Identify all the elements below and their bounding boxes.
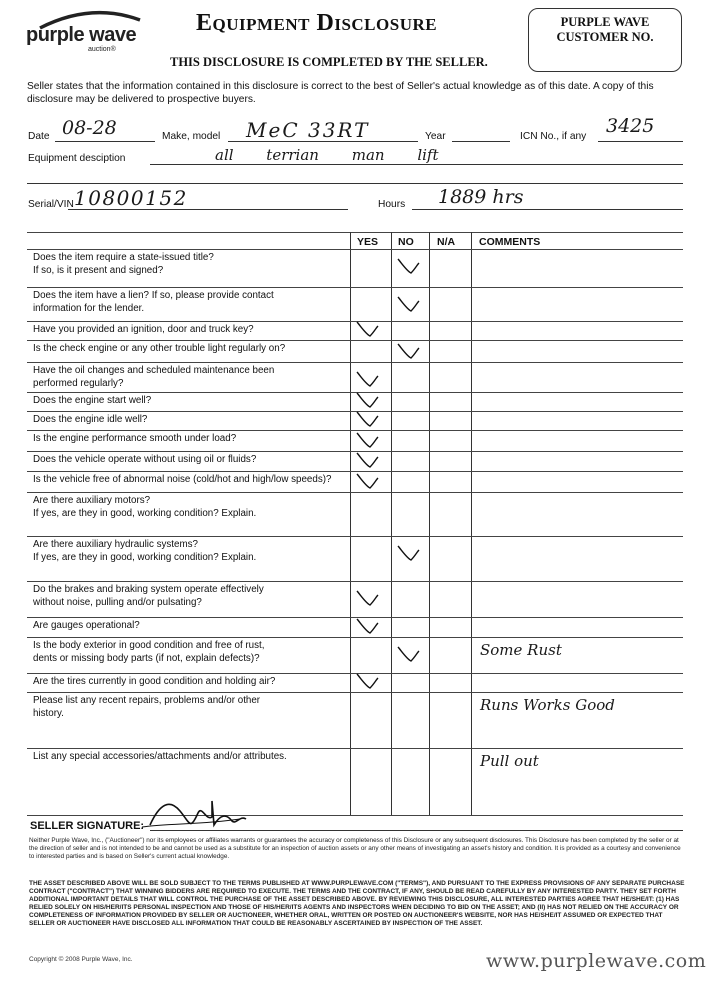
make-value[interactable]: MeC 33RT xyxy=(246,118,370,142)
description-value[interactable]: all terrian man lift xyxy=(215,146,439,164)
row-divider xyxy=(27,815,683,816)
seller-signature-label: SELLER SIGNATURE: xyxy=(30,820,145,832)
checkmark-no-15[interactable] xyxy=(395,643,431,667)
page-title: Equipment Disclosure xyxy=(196,10,438,36)
icn-label: ICN No., if any xyxy=(520,131,587,142)
terms-text: THE ASSET DESCRIBED ABOVE WILL BE SOLD SUBJECT TO THE TERMS PUBLISHED AT WWW.PURPLEWAVE.COM ("TERMS"), AND PURSUANT TO THE EXPRESS PROVISIONS OF ANY SEPARATE PURCHASE CONTRACT ("CONTRACT") THAT WINNING BIDDERS ARE REQUIRED TO EXECUTE. THE TERMS AND THE CONTRACT, IF ANY, SHOULD BE READ CAREFULLY BY ANY INTERESTED PARTY. THEY SET FORTH ADDITIONAL IMPORTANT DETAILS THAT WILL CONTROL THE PURCHASE OF THE ASSET DESCRIBED ABOVE. BY REVIEWING THIS DISCLOSURE, ALL INTERESTED PARTIES AGREE THAT HE/SHE/IT: (1) HAS RELIED SOLELY ON HIS/HER/ITS PERSONAL INSPECTION AND THOSE OF HIS/HER/ITS AGENTS AND INSPECTORS WHEN DECIDING TO BID ON THE ASSET; AND (II) HAS NOT RELIED ON THE ACCURACY OR COMPLETENESS OF INFORMATION PROVIDED BY SELLER OR AUCTIONEER, WHETHER ORAL, WRITTEN OR POSTED ON AUCTIONEER'S WEBSITE, NOR HAS HE/SHE/IT ASSUMED OR EXPECTED THAT SELLER OR AUCTIONEER HAVE DISCLOSED ALL INFORMATION THAT COULD BE REASONABLY ASCERTAINED BY INSPECTION OF THE ASSET. xyxy=(29,880,685,928)
serial-label: Serial/VIN xyxy=(28,199,74,210)
date-label: Date xyxy=(28,131,50,142)
checkmark-yes-13[interactable] xyxy=(354,587,390,611)
make-label: Make, model xyxy=(162,131,221,142)
checkmark-no-1[interactable] xyxy=(395,255,431,279)
date-value[interactable]: 08-28 xyxy=(62,117,117,139)
website-watermark: www.purplewave.com xyxy=(486,950,707,972)
question-1: Does the item require a state-issued title? If so, is it present and signed? xyxy=(33,252,214,276)
header-comments: COMMENTS xyxy=(479,236,541,248)
question-11: Are there auxiliary motors? If yes, are they in good, working condition? Explain. xyxy=(33,495,257,519)
header-na: N/A xyxy=(437,236,456,248)
question-4: Is the check engine or any other trouble light regularly on? xyxy=(33,343,286,354)
question-7: Does the engine idle well? xyxy=(33,414,148,425)
row-divider xyxy=(27,287,683,288)
checkmark-no-12[interactable] xyxy=(395,542,431,566)
question-18: List any special accessories/attachments and/or attributes. xyxy=(33,751,287,762)
question-5: Have the oil changes and scheduled maintenance been performed regularly? xyxy=(33,365,275,389)
intro-text: Seller states that the information contained in this disclosure is correct to the best of Seller's actual knowledge as of this date. A copy of this disclosure may be delivered to prospective buyers. xyxy=(27,81,654,105)
row-divider xyxy=(27,581,683,582)
logo-sub: auction® xyxy=(88,46,116,53)
customer-number-box[interactable] xyxy=(528,8,682,72)
checkmark-yes-16[interactable] xyxy=(354,670,390,694)
year-label: Year xyxy=(425,131,446,142)
icn-value[interactable]: 3425 xyxy=(606,115,655,137)
row-divider xyxy=(27,748,683,749)
question-3: Have you provided an ignition, door and truck key? xyxy=(33,324,254,335)
question-17: Please list any recent repairs, problems and/or other history. xyxy=(33,695,261,719)
customer-box-line2: CUSTOMER NO. xyxy=(556,30,654,44)
row-divider xyxy=(27,362,683,363)
question-6: Does the engine start well? xyxy=(33,395,152,406)
question-10: Is the vehicle free of abnormal noise (cold/hot and high/low speeds)? xyxy=(33,474,332,485)
seller-signature[interactable] xyxy=(140,795,250,835)
logo: purple wave xyxy=(26,24,137,46)
question-13: Do the brakes and braking system operate effectively without noise, pulling and/or pulsating? xyxy=(33,584,264,608)
comment-17[interactable]: Runs Works Good xyxy=(480,696,615,714)
copyright: Copyright © 2008 Purple Wave, Inc. xyxy=(29,956,133,963)
customer-box-line1: PURPLE WAVE xyxy=(560,15,650,29)
checkmark-yes-10[interactable] xyxy=(354,470,390,494)
question-9: Does the vehicle operate without using oil or fluids? xyxy=(33,454,257,465)
description-label: Equipment desciption xyxy=(28,153,126,164)
checkmark-no-4[interactable] xyxy=(395,340,431,364)
serial-value[interactable]: 10800152 xyxy=(74,186,188,210)
question-12: Are there auxiliary hydraulic systems? If yes, are they in good, working condition? Explain. xyxy=(33,539,257,563)
question-16: Are the tires currently in good condition and holding air? xyxy=(33,676,276,687)
question-14: Are gauges operational? xyxy=(33,620,140,631)
row-divider xyxy=(27,536,683,537)
disclaimer-text: Neither Purple Wave, Inc., ("Auctioneer") nor its employees or affiliates warrants or guarantees the accuracy or completeness of this Disclosure or any subsequent disclosures. This Disclosure has been completed by the seller or at the direction of seller and is not intended to be and cannot be used as a substitute for an inspection of auction assets or any other means of investigating an asset's history and condition. It is provided as a courtesy and convenience to interested parties and is based on Seller's current actual knowledge. xyxy=(29,837,681,860)
hours-label: Hours xyxy=(378,199,406,210)
hours-value[interactable]: 1889 hrs xyxy=(438,186,524,208)
header-no: NO xyxy=(398,236,414,248)
comment-18[interactable]: Pull out xyxy=(480,752,539,770)
checkmark-yes-3[interactable] xyxy=(354,318,390,342)
checkmark-yes-14[interactable] xyxy=(354,615,390,639)
question-8: Is the engine performance smooth under load? xyxy=(33,433,237,444)
comment-15[interactable]: Some Rust xyxy=(480,641,562,659)
header-yes: YES xyxy=(357,236,379,248)
checkmark-no-2[interactable] xyxy=(395,293,431,317)
page-subtitle: THIS DISCLOSURE IS COMPLETED BY THE SELLER. xyxy=(170,55,488,69)
question-2: Does the item have a lien? If so, please provide contact information for the lender. xyxy=(33,290,274,314)
question-15: Is the body exterior in good condition and free of rust, dents or missing body parts (if not, explain defects)? xyxy=(33,640,265,664)
